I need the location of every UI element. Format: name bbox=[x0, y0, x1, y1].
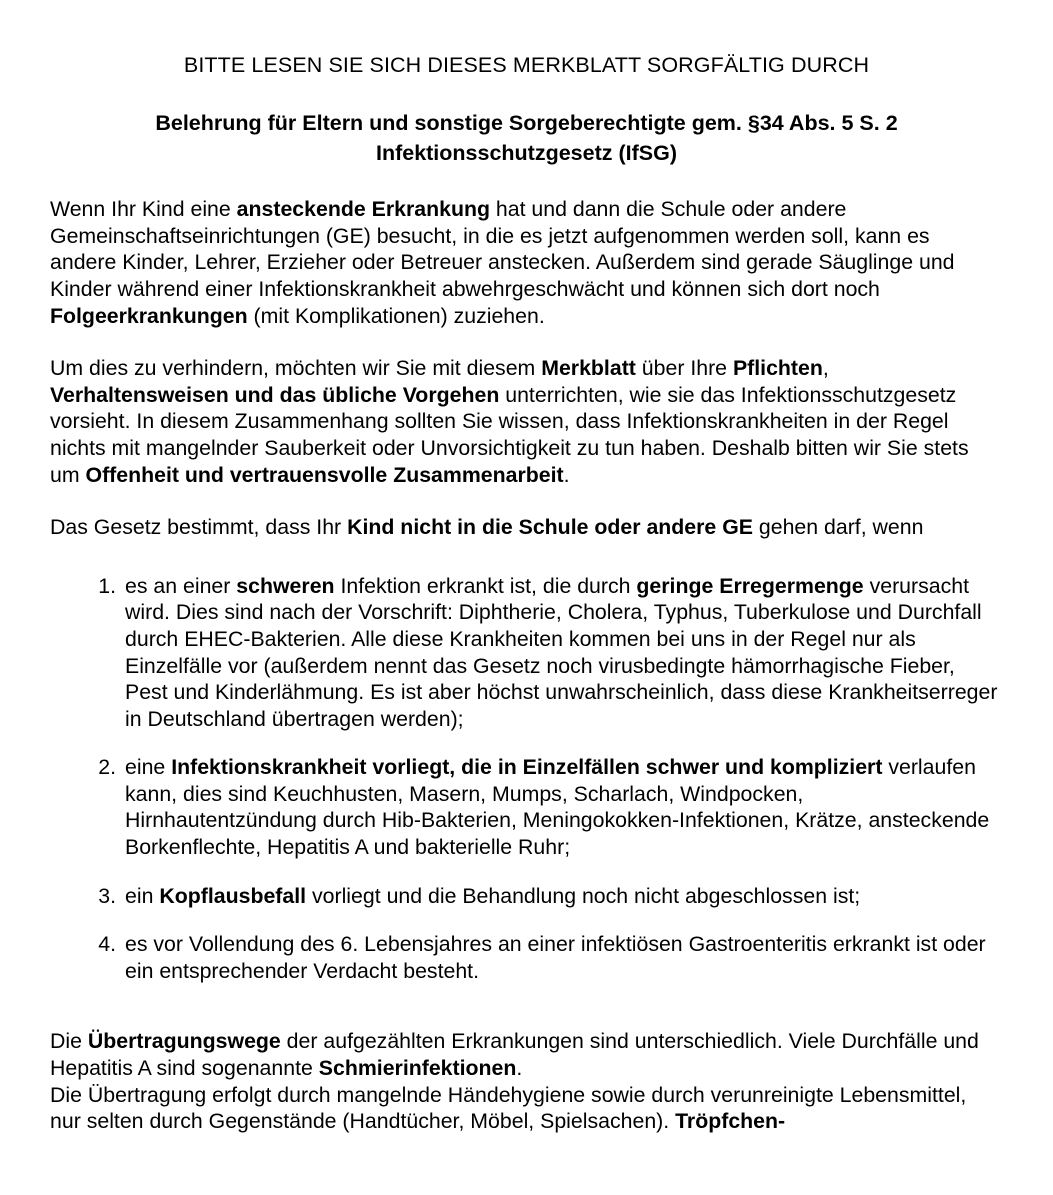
list-item-number: 2. bbox=[98, 755, 116, 780]
list-item-text: es an einer schweren Infektion erkrankt ist, die durch geringe Erregermenge verursacht wird. Dies sind nach der Vorschrift: Diphtherie, Cholera, Typhus, Tuberkulose und Durchfall durch EHEC-Bakterien. Alle diese Krankheiten kommen bei uns in der Regel nur als Einzelfälle vor (außerdem nennt das Gesetz noch virusbedingte hämorrhagische Fieber, Pest und Kinderlähmung. Es ist aber höchst unwahrscheinlich, dass diese Krankheitserreger in Deutschland übertragen werden); bbox=[125, 573, 998, 731]
subtitle-line-1: Belehrung für Eltern und sonstige Sorgeberechtigte gem. §34 Abs. 5 S. 2 bbox=[155, 110, 898, 135]
list-item-number: 4. bbox=[98, 932, 116, 957]
law-conditions-list bbox=[50, 573, 1000, 985]
document-subtitle bbox=[0, 79, 1053, 168]
transmission-section bbox=[50, 1028, 1000, 1134]
subtitle-line-2: Infektionsschutzgesetz (IfSG) bbox=[375, 140, 678, 165]
list-item-number: 1. bbox=[98, 573, 116, 598]
list-item-text: es vor Vollendung des 6. Lebensjahres an einer infektiösen Gastroenteritis erkrankt ist oder ein entsprechender Verdacht besteht. bbox=[125, 932, 986, 983]
list-item bbox=[50, 931, 1000, 984]
paragraph-purpose: Um dies zu verhindern, möchten wir Sie mit diesem Merkblatt über Ihre Pflichten, Verhaltensweisen und das übliche Vorgehen unterrichten, wie sie das Infektionsschutzgesetz vorsieht. In diesem Zusammenhang sollten Sie wissen, dass Infektionskrankheiten in der Regel nichts mit mangelnder Sauberkeit oder Unvorsichtigkeit zu tun haben. Deshalb bitten wir Sie stets um Offenheit und vertrauensvolle Zusammenarbeit. bbox=[50, 356, 969, 487]
list-item-text: ein Kopflausbefall vorliegt und die Behandlung noch nicht abgeschlossen ist; bbox=[125, 883, 861, 908]
page-title: BITTE LESEN SIE SICH DIESES MERKBLATT SORGFÄLTIG DURCH bbox=[183, 53, 870, 77]
paragraph-transmission-detail: Die Übertragung erfolgt durch mangelnde Händehygiene sowie durch verunreinigte Lebensmittel, nur selten durch Gegenstände (Handtücher, Möbel, Spielsachen). Tröpfchen- bbox=[50, 1082, 967, 1134]
list-item bbox=[50, 573, 1000, 733]
document-body bbox=[0, 196, 1053, 1135]
list-top-spacer bbox=[50, 561, 1000, 573]
paragraph-intro-risk: Wenn Ihr Kind eine ansteckende Erkrankung hat und dann die Schule oder andere Gemeinschaftseinrichtungen (GE) besucht, in die es jetzt aufgenommen werden soll, kann es andere Kinder, Lehrer, Erzieher oder Betreuer anstecken. Außerdem sind gerade Säuglinge und Kinder während einer Infektionskrankheit abwehrgeschwächt und können sich dort noch Folgeerkrankungen (mit Komplikationen) zuziehen. bbox=[50, 197, 955, 328]
list-item bbox=[50, 883, 1000, 910]
list-item-text: eine Infektionskrankheit vorliegt, die in Einzelfällen schwer und kompliziert verlaufen kann, dies sind Keuchhusten, Masern, Mumps, Scharlach, Windpocken, Hirnhautentzündung durch Hib-Bakterien, Meningokokken-Infektionen, Krätze, ansteckende Borkenflechte, Hepatitis A und bakterielle Ruhr; bbox=[125, 755, 990, 860]
list-item-number: 3. bbox=[98, 883, 116, 908]
paragraph-transmission-routes: Die Übertragungswege der aufgezählten Erkrankungen sind unterschiedlich. Viele Durchfälle und Hepatitis A sind sogenannte Schmierinfektionen. bbox=[50, 1029, 979, 1081]
paragraph-law-intro: Das Gesetz bestimmt, dass Ihr Kind nicht in die Schule oder andere GE gehen darf, wenn bbox=[50, 515, 924, 540]
list-item bbox=[50, 754, 1000, 860]
